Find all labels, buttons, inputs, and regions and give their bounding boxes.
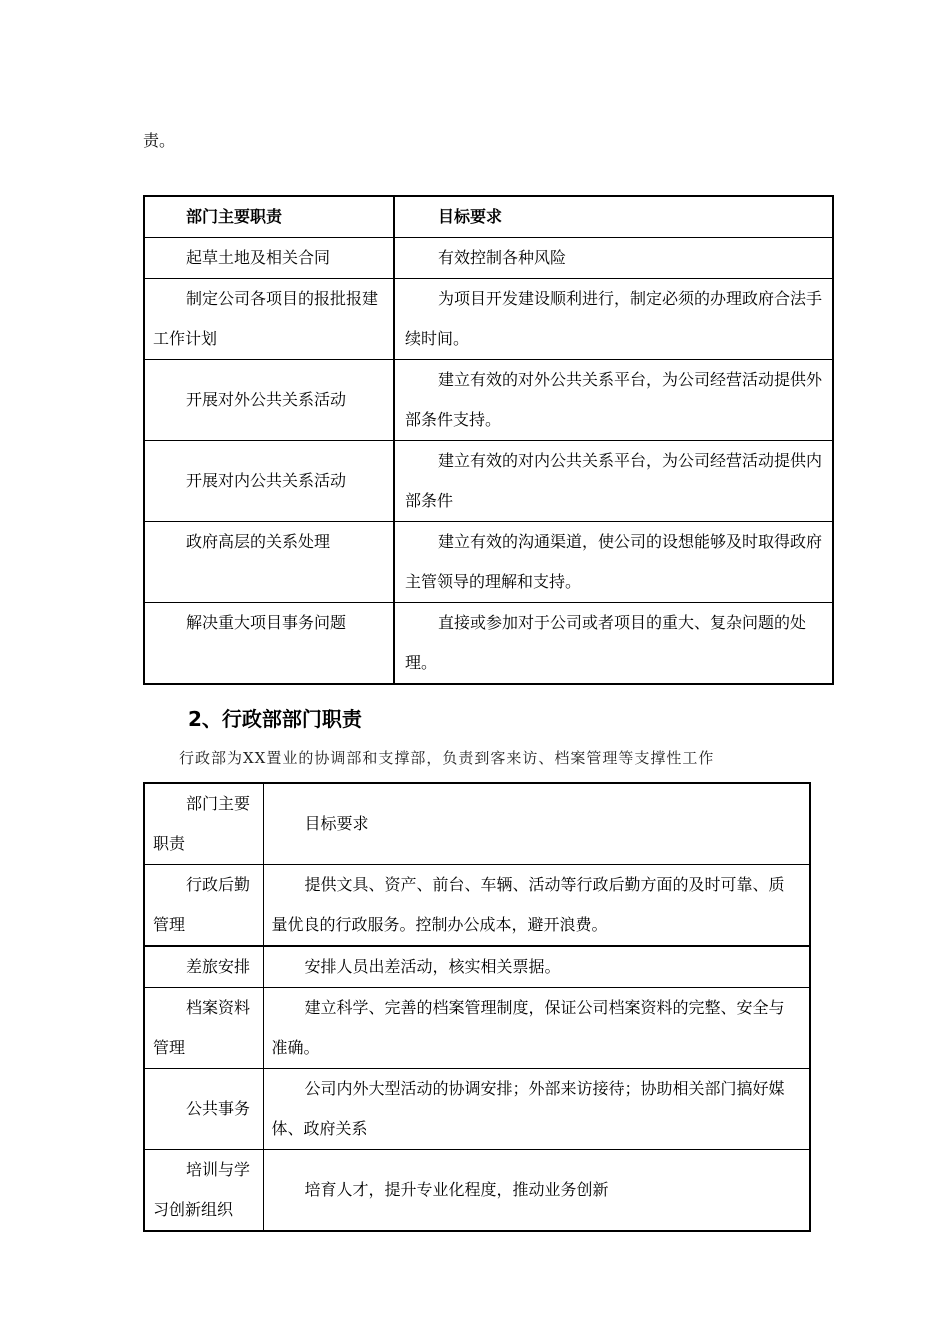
goal-cell: 建立有效的对内公共关系平台，为公司经营活动提供内部条件 <box>394 441 833 522</box>
table-row <box>144 988 810 1069</box>
goal-cell: 提供文具、资产、前台、车辆、活动等行政后勤方面的及时可靠、质量优良的行政服务。控制办公成本，避开浪费。 <box>263 865 810 947</box>
lead-text: 责。 <box>143 131 176 150</box>
section-heading: 2、行政部部门职责 <box>188 707 362 731</box>
goal-cell: 培育人才，提升专业化程度，推动业务创新 <box>263 1150 810 1232</box>
table-row <box>144 279 833 360</box>
goal-cell: 建立有效的沟通渠道，使公司的设想能够及时取得政府主管领导的理解和支持。 <box>394 522 833 603</box>
goal-cell: 公司内外大型活动的协调安排；外部来访接待；协助相关部门搞好媒体、政府关系 <box>263 1069 810 1150</box>
table-row <box>144 522 833 603</box>
duty-cell: 公共事务 <box>144 1069 263 1150</box>
duty-cell: 档案资料管理 <box>144 988 263 1069</box>
table-header-row <box>144 196 833 238</box>
duty-cell: 行政后勤管理 <box>144 865 263 947</box>
duty-cell: 开展对外公共关系活动 <box>144 360 394 441</box>
department-duties-table-2 <box>143 782 811 1232</box>
table-row <box>144 441 833 522</box>
duty-cell: 解决重大项目事务问题 <box>144 603 394 685</box>
goal-cell: 有效控制各种风险 <box>394 238 833 279</box>
duty-cell: 起草土地及相关合同 <box>144 238 394 279</box>
duty-cell: 政府高层的关系处理 <box>144 522 394 603</box>
duty-cell: 培训与学习创新组织 <box>144 1150 263 1232</box>
duty-cell: 开展对内公共关系活动 <box>144 441 394 522</box>
header-duty: 部门主要职责 <box>144 196 394 238</box>
table-row <box>144 360 833 441</box>
duty-cell: 差旅安排 <box>144 946 263 988</box>
goal-cell: 建立有效的对外公共关系平台，为公司经营活动提供外部条件支持。 <box>394 360 833 441</box>
goal-cell: 直接或参加对于公司或者项目的重大、复杂问题的处理。 <box>394 603 833 685</box>
duty-cell: 制定公司各项目的报批报建工作计划 <box>144 279 394 360</box>
header-goal: 目标要求 <box>263 783 810 865</box>
table-row <box>144 238 833 279</box>
section-intro: 行政部为XX置业的协调部和支撑部，负责到客来访、档案管理等支撑性工作 <box>179 749 715 767</box>
table-row <box>144 603 833 685</box>
goal-cell: 为项目开发建设顺利进行，制定必须的办理政府合法手续时间。 <box>394 279 833 360</box>
header-goal: 目标要求 <box>394 196 833 238</box>
goal-cell: 建立科学、完善的档案管理制度，保证公司档案资料的完整、安全与准确。 <box>263 988 810 1069</box>
table-row <box>144 865 810 947</box>
table-row <box>144 946 810 988</box>
department-duties-table-1 <box>143 195 834 685</box>
header-duty: 部门主要职责 <box>144 783 263 865</box>
table-header-row <box>144 783 810 865</box>
goal-cell: 安排人员出差活动，核实相关票据。 <box>263 946 810 988</box>
table-row <box>144 1150 810 1232</box>
table-row <box>144 1069 810 1150</box>
